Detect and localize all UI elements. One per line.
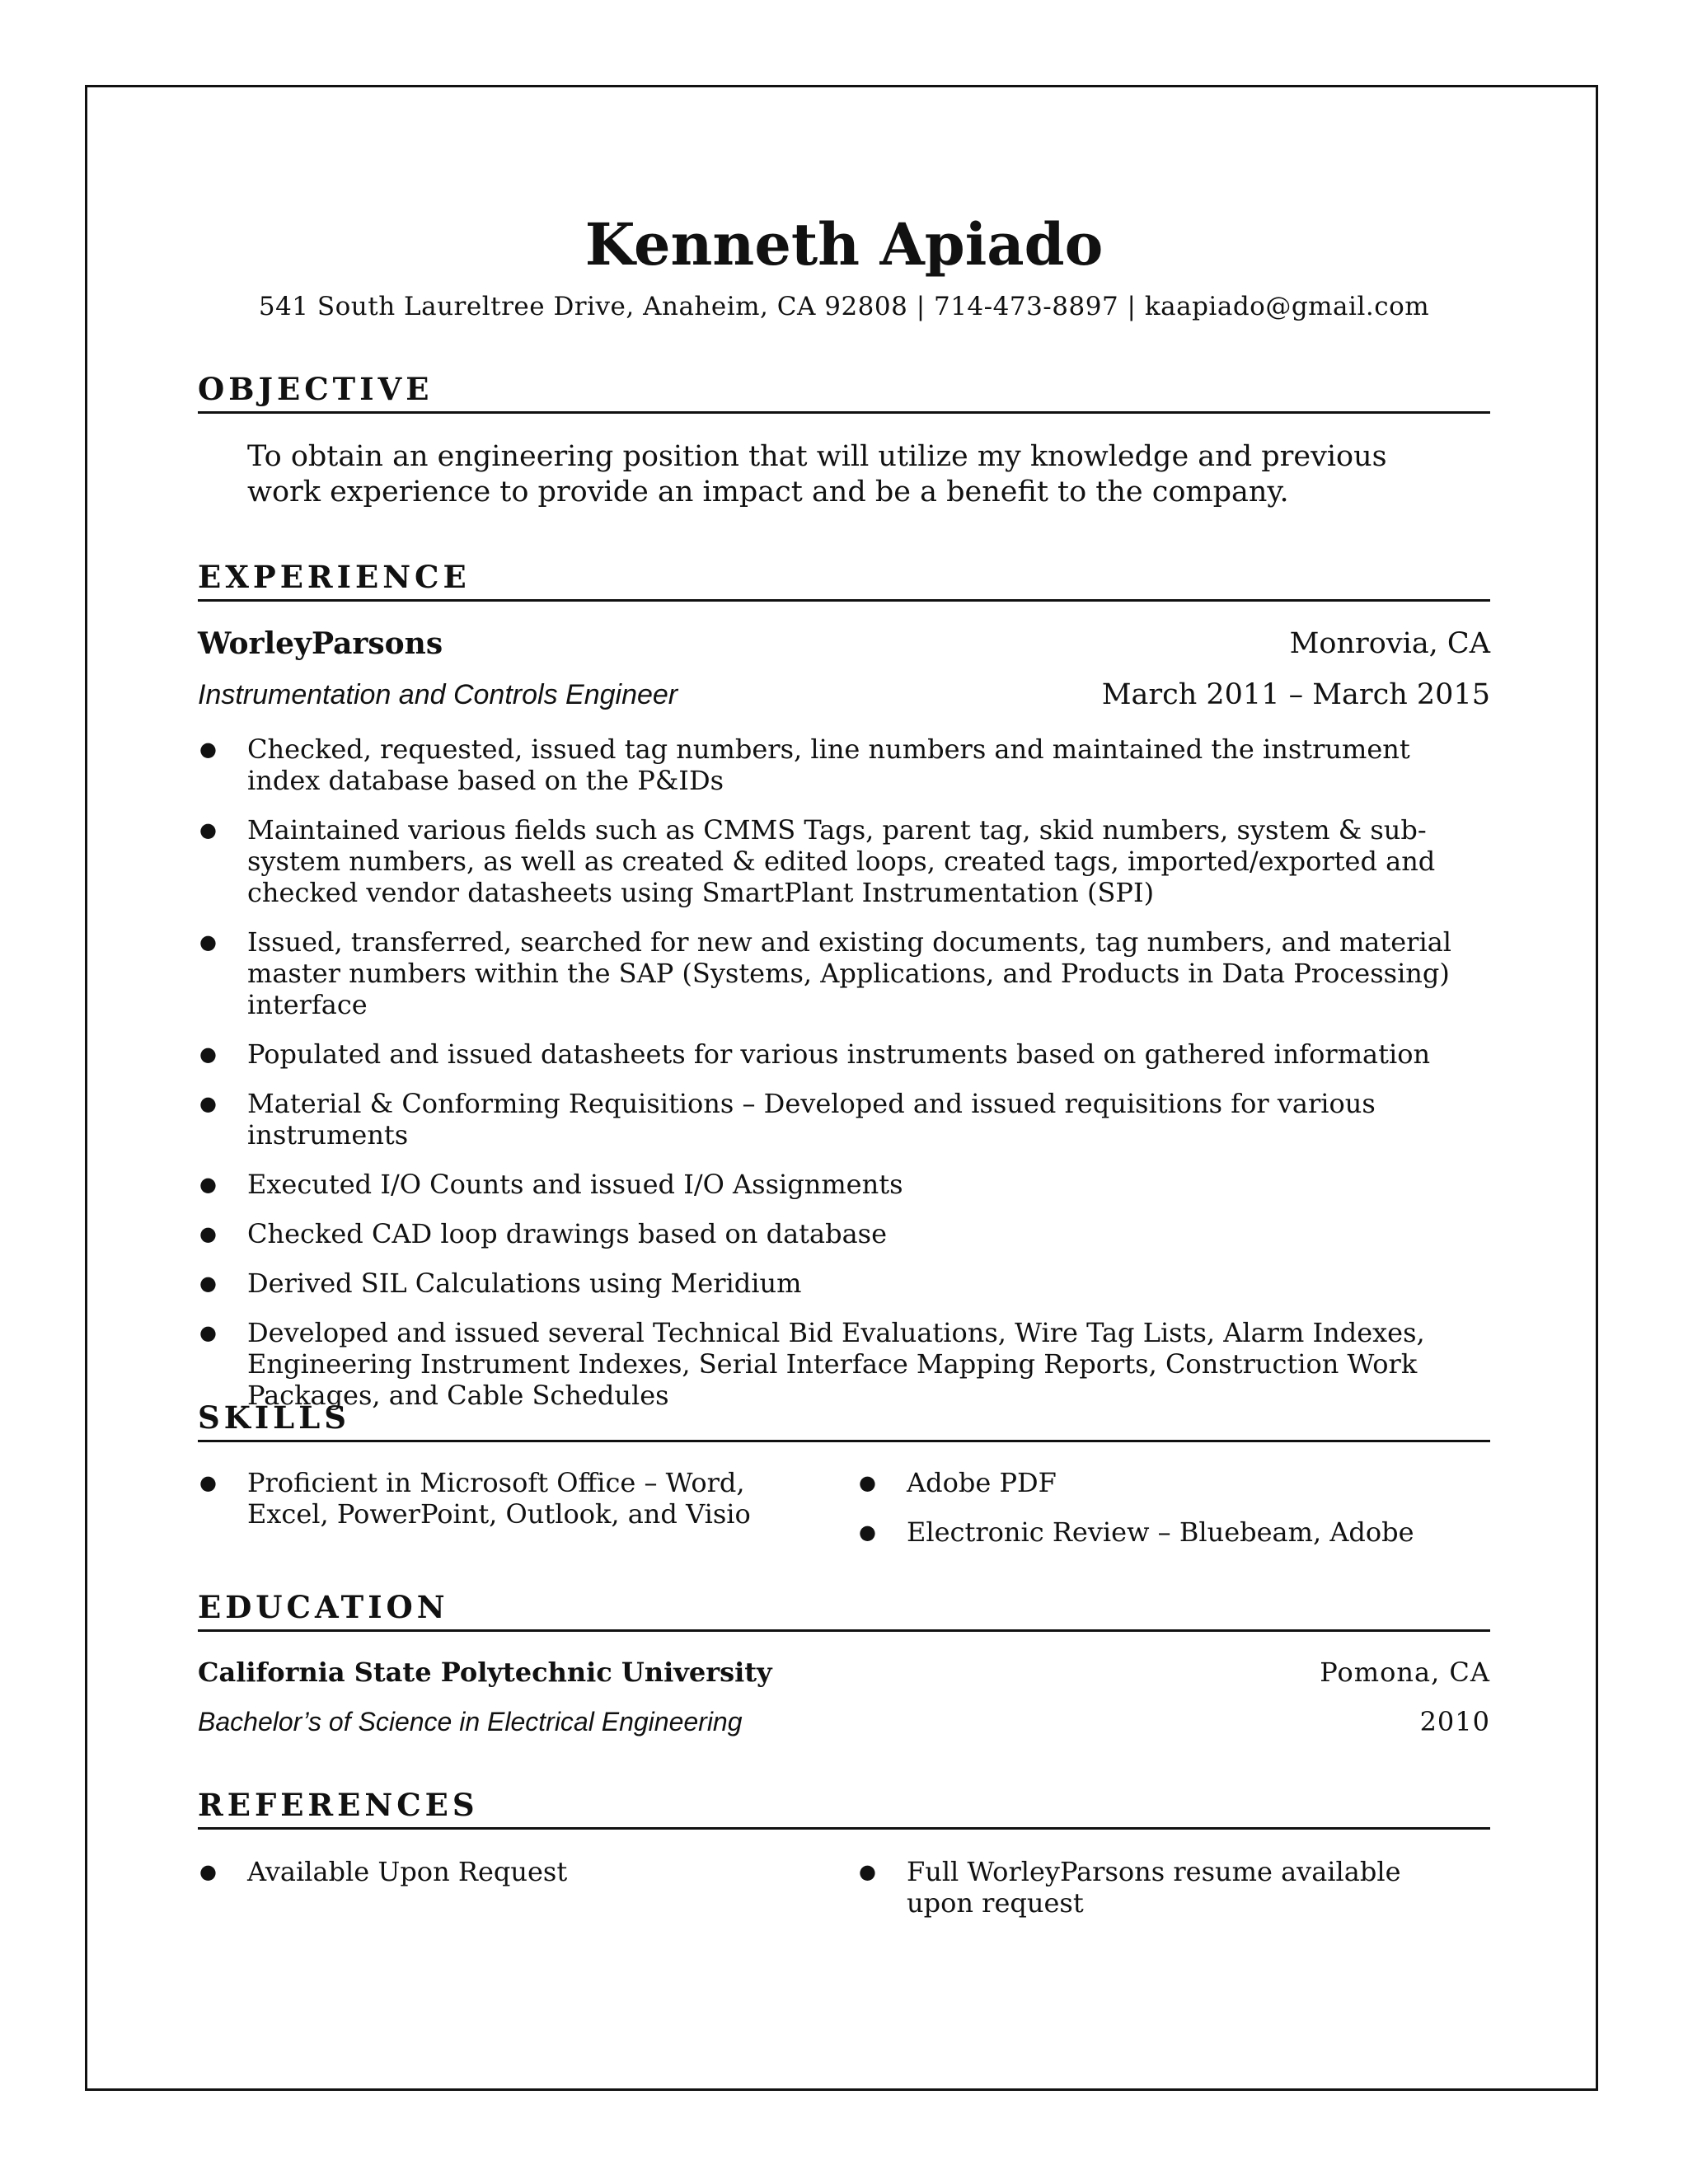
section-heading-experience: EXPERIENCE (198, 560, 1490, 602)
bullet-icon: ● (859, 1471, 876, 1494)
company-location: Monrovia, CA (1289, 627, 1490, 660)
resume-name: Kenneth Apiado (584, 210, 1104, 279)
list-item: ● Maintained various fields such as CMMS Tags, parent tag, skid numbers, system & sub-system numbers, as well as created & edited loops, created tags, imported/exported and checked vendor datasheets using SmartPlant Instrumentation (SPI) (199, 814, 1436, 908)
bullet-icon: ● (199, 1043, 217, 1066)
references-columns (198, 1856, 1490, 1937)
graduation-year: 2010 (1419, 1706, 1490, 1737)
bullet-icon: ● (199, 1272, 217, 1295)
section-heading-objective: OBJECTIVE (198, 373, 1490, 414)
education-degree-row (198, 1703, 1490, 1741)
bullet-icon: ● (199, 738, 217, 761)
list-item: ● Checked, requested, issued tag numbers, line numbers and maintained the instrument index database based on the P&IDs (199, 733, 1410, 796)
bullet-icon: ● (199, 1173, 217, 1196)
company-name: WorleyParsons (198, 626, 443, 661)
skills-right-column (857, 1467, 1490, 1566)
job-dates: March 2011 – March 2015 (1101, 678, 1490, 711)
list-item: ● Available Upon Request (199, 1856, 568, 1887)
school-name: California State Polytechnic University (198, 1657, 772, 1688)
list-item: ● Developed and issued several Technical Bid Evaluations, Wire Tag Lists, Alarm Indexes, Engineering Instrument Indexes, Serial Interface Mapping Reports, Construction Work Packages, and Cable Schedules (199, 1317, 1425, 1411)
contact-info: 541 South Laureltree Drive, Anaheim, CA 92808 | 714-473-8897 | kaapiado@gmail.com (258, 292, 1430, 321)
list-item: ● Executed I/O Counts and issued I/O Assignments (199, 1169, 903, 1200)
bullet-icon: ● (199, 1471, 217, 1494)
job-title: Instrumentation and Controls Engineer (198, 679, 678, 710)
list-item: ● Derived SIL Calculations using Meridium (199, 1268, 802, 1299)
list-item: ● Populated and issued datasheets for various instruments based on gathered information (199, 1038, 1431, 1070)
experience-company-row (198, 625, 1490, 663)
list-item: ● Issued, transferred, searched for new and existing documents, tag numbers, and material master numbers within the SAP (Systems, Applications, and Products in Data Processing) interface (199, 926, 1451, 1020)
list-item: ● Checked CAD loop drawings based on database (199, 1218, 887, 1249)
experience-role-row (198, 676, 1490, 714)
bullet-icon: ● (859, 1860, 876, 1883)
references-left-column (198, 1856, 857, 1937)
bullet-icon: ● (859, 1521, 876, 1544)
list-item: ● Proficient in Microsoft Office – Word, Excel, PowerPoint, Outlook, and Visio (199, 1467, 751, 1530)
list-item: ● Full WorleyParsons resume available upon request (859, 1856, 1401, 1919)
school-location: Pomona, CA (1320, 1657, 1490, 1688)
bullet-icon: ● (199, 930, 217, 954)
list-item: ● Adobe PDF (859, 1467, 1057, 1498)
degree: Bachelor’s of Science in Electrical Engineering (198, 1707, 743, 1736)
list-item: ● Electronic Review – Bluebeam, Adobe (859, 1516, 1414, 1548)
section-heading-skills: SKILLS (198, 1401, 1490, 1442)
bullet-icon: ● (199, 1092, 217, 1115)
skills-columns (198, 1467, 1490, 1566)
bullet-icon: ● (199, 1321, 217, 1344)
bullet-icon: ● (199, 1860, 217, 1883)
references-right-column (857, 1856, 1490, 1937)
section-heading-education: EDUCATION (198, 1591, 1490, 1632)
skills-left-column (198, 1467, 857, 1566)
bullet-icon: ● (199, 818, 217, 841)
bullet-icon: ● (199, 1222, 217, 1245)
experience-bullets (198, 733, 1490, 1429)
education-school-row (198, 1653, 1490, 1691)
section-heading-references: REFERENCES (198, 1788, 1490, 1830)
objective-text: To obtain an engineering position that will utilize my knowledge and previous work experience to provide an impact and be a benefit to the company. (247, 440, 1387, 509)
list-item: ● Material & Conforming Requisitions – Developed and issued requisitions for various instruments (199, 1088, 1376, 1151)
